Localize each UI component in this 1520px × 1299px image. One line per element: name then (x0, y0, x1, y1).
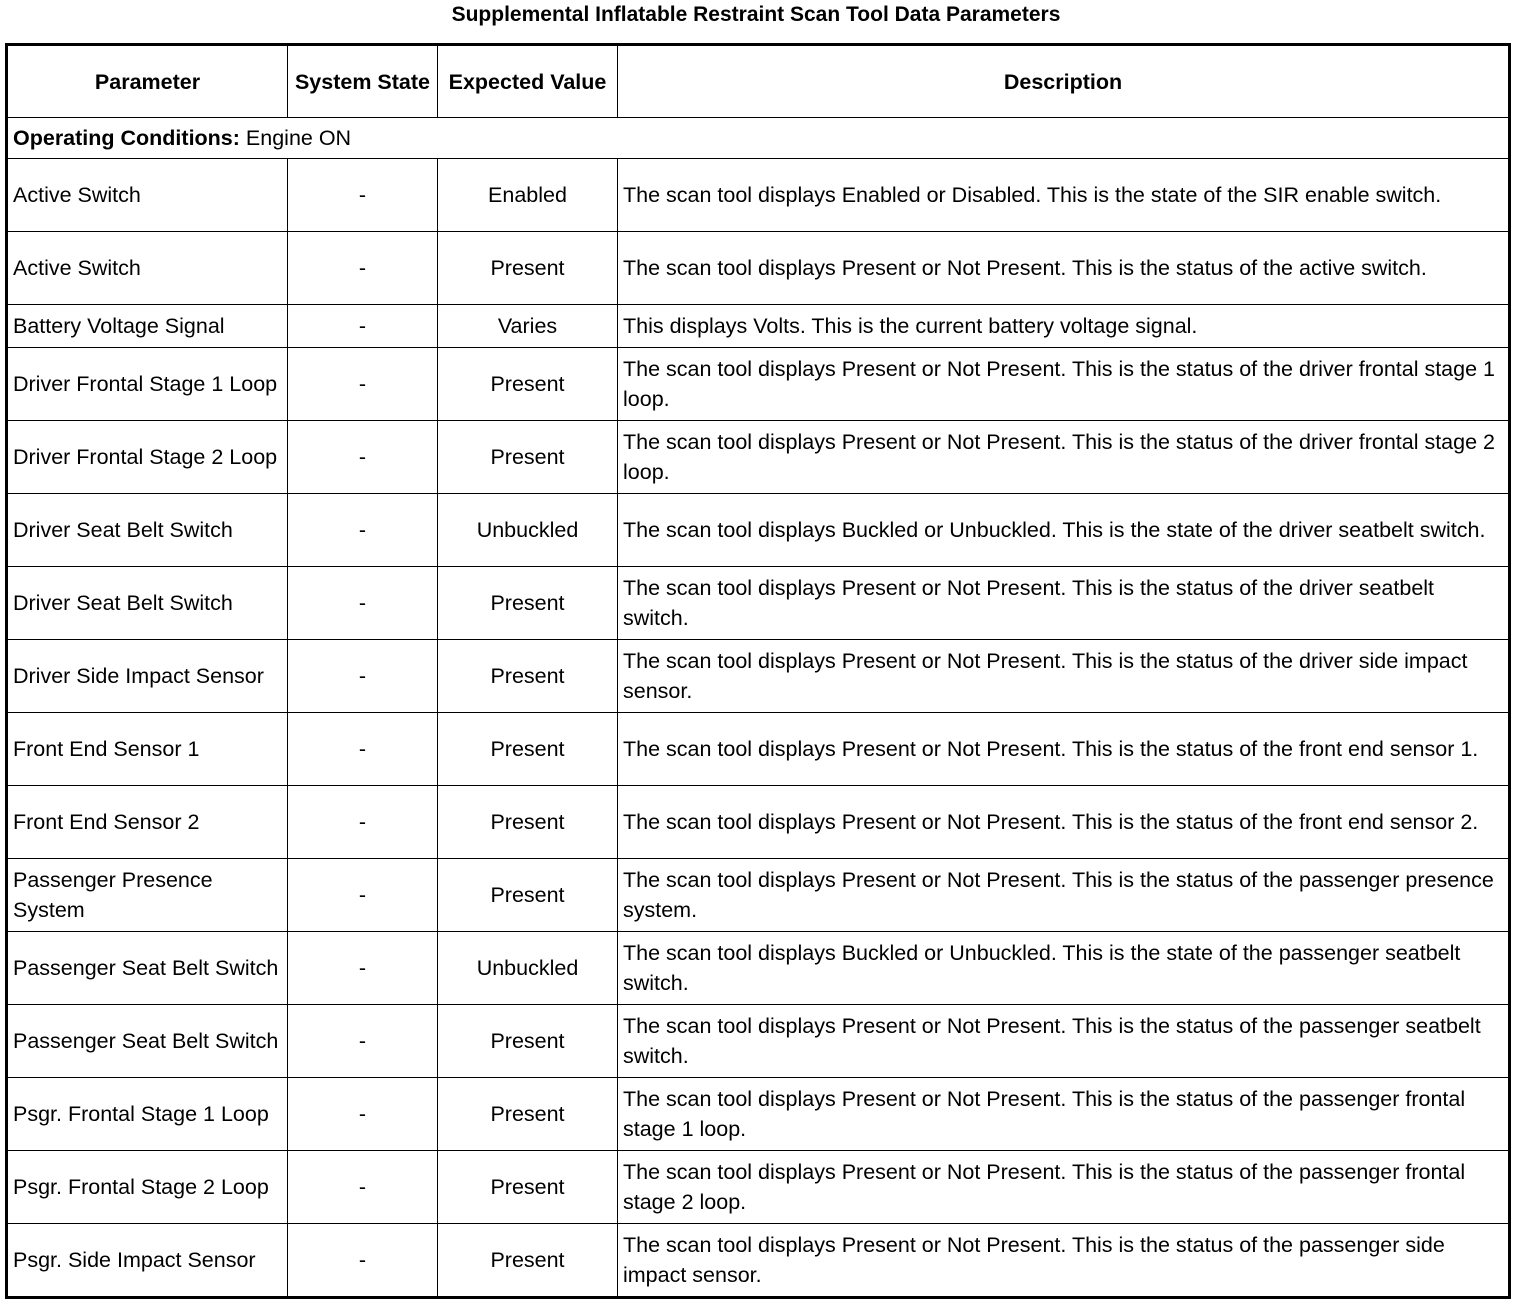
table-row (7, 1224, 1510, 1298)
parameter-cell: Passenger Seat Belt Switch (7, 932, 288, 1005)
operating-conditions-cell (7, 118, 1510, 159)
parameter-cell: Active Switch (7, 159, 288, 232)
description-cell: The scan tool displays Present or Not Present. This is the status of the passenger frontal stage 2 loop. (618, 1151, 1510, 1224)
expected-value-cell: Enabled (438, 159, 618, 232)
description-cell: The scan tool displays Buckled or Unbuckled. This is the state of the driver seatbelt switch. (618, 494, 1510, 567)
description-cell: The scan tool displays Present or Not Present. This is the status of the passenger frontal stage 1 loop. (618, 1078, 1510, 1151)
table-row (7, 232, 1510, 305)
table-row (7, 159, 1510, 232)
expected-value-cell: Present (438, 1224, 618, 1298)
description-cell: The scan tool displays Present or Not Present. This is the status of the passenger presence system. (618, 859, 1510, 932)
parameter-cell: Front End Sensor 1 (7, 713, 288, 786)
system-state-cell: - (288, 1005, 438, 1078)
system-state-cell: - (288, 348, 438, 421)
operating-conditions-label: Operating Conditions: (13, 126, 240, 150)
description-cell: The scan tool displays Present or Not Present. This is the status of the passenger side impact sensor. (618, 1224, 1510, 1298)
parameter-cell: Driver Seat Belt Switch (7, 567, 288, 640)
system-state-cell: - (288, 159, 438, 232)
description-cell: The scan tool displays Present or Not Present. This is the status of the driver side impact sensor. (618, 640, 1510, 713)
description-cell: The scan tool displays Present or Not Present. This is the status of the driver frontal stage 1 loop. (618, 348, 1510, 421)
expected-value-cell: Present (438, 1151, 618, 1224)
system-state-cell: - (288, 421, 438, 494)
system-state-cell: - (288, 1224, 438, 1298)
operating-conditions-row (7, 118, 1510, 159)
expected-value-cell: Unbuckled (438, 494, 618, 567)
description-cell: The scan tool displays Present or Not Present. This is the status of the driver frontal stage 2 loop. (618, 421, 1510, 494)
header-system-state: System State (288, 45, 438, 118)
expected-value-cell: Present (438, 1005, 618, 1078)
header-expected-value: Expected Value (438, 45, 618, 118)
parameter-cell: Battery Voltage Signal (7, 305, 288, 348)
parameter-cell: Driver Seat Belt Switch (7, 494, 288, 567)
table-row (7, 567, 1510, 640)
system-state-cell: - (288, 494, 438, 567)
table-row (7, 494, 1510, 567)
system-state-cell: - (288, 786, 438, 859)
system-state-cell: - (288, 713, 438, 786)
parameter-cell: Psgr. Frontal Stage 2 Loop (7, 1151, 288, 1224)
system-state-cell: - (288, 305, 438, 348)
system-state-cell: - (288, 1151, 438, 1224)
parameter-cell: Front End Sensor 2 (7, 786, 288, 859)
expected-value-cell: Present (438, 713, 618, 786)
table-row (7, 713, 1510, 786)
table-row (7, 1151, 1510, 1224)
expected-value-cell: Present (438, 348, 618, 421)
table-title: Supplemental Inflatable Restraint Scan Tool Data Parameters (451, 3, 1061, 26)
parameter-cell: Passenger Presence System (7, 859, 288, 932)
parameter-cell: Driver Frontal Stage 1 Loop (7, 348, 288, 421)
description-cell: This displays Volts. This is the current battery voltage signal. (618, 305, 1510, 348)
table-row (7, 1005, 1510, 1078)
description-cell: The scan tool displays Present or Not Present. This is the status of the front end sensor 2. (618, 786, 1510, 859)
table-row (7, 348, 1510, 421)
parameter-cell: Active Switch (7, 232, 288, 305)
description-cell: The scan tool displays Present or Not Present. This is the status of the active switch. (618, 232, 1510, 305)
system-state-cell: - (288, 640, 438, 713)
system-state-cell: - (288, 1078, 438, 1151)
expected-value-cell: Present (438, 232, 618, 305)
table-row (7, 1078, 1510, 1151)
parameter-cell: Psgr. Frontal Stage 1 Loop (7, 1078, 288, 1151)
system-state-cell: - (288, 567, 438, 640)
table-row (7, 932, 1510, 1005)
expected-value-cell: Present (438, 859, 618, 932)
system-state-cell: - (288, 859, 438, 932)
description-cell: The scan tool displays Buckled or Unbuckled. This is the state of the passenger seatbelt switch. (618, 932, 1510, 1005)
description-cell: The scan tool displays Enabled or Disabled. This is the state of the SIR enable switch. (618, 159, 1510, 232)
parameter-cell: Psgr. Side Impact Sensor (7, 1224, 288, 1298)
parameter-cell: Driver Frontal Stage 2 Loop (7, 421, 288, 494)
header-parameter: Parameter (7, 45, 288, 118)
description-cell: The scan tool displays Present or Not Present. This is the status of the passenger seatbelt switch. (618, 1005, 1510, 1078)
table-row (7, 305, 1510, 348)
expected-value-cell: Present (438, 786, 618, 859)
table-row (7, 640, 1510, 713)
parameter-cell: Passenger Seat Belt Switch (7, 1005, 288, 1078)
table-row (7, 786, 1510, 859)
expected-value-cell: Present (438, 640, 618, 713)
description-cell: The scan tool displays Present or Not Present. This is the status of the driver seatbelt switch. (618, 567, 1510, 640)
operating-conditions-value: Engine ON (239, 126, 352, 150)
parameter-cell: Driver Side Impact Sensor (7, 640, 288, 713)
expected-value-cell: Varies (438, 305, 618, 348)
system-state-cell: - (288, 932, 438, 1005)
header-description: Description (618, 45, 1510, 118)
expected-value-cell: Unbuckled (438, 932, 618, 1005)
scan-tool-data-table (5, 43, 1511, 1299)
expected-value-cell: Present (438, 567, 618, 640)
table-row (7, 421, 1510, 494)
system-state-cell: - (288, 232, 438, 305)
expected-value-cell: Present (438, 1078, 618, 1151)
header-row (7, 45, 1510, 118)
table-row (7, 859, 1510, 932)
expected-value-cell: Present (438, 421, 618, 494)
description-cell: The scan tool displays Present or Not Present. This is the status of the front end sensor 1. (618, 713, 1510, 786)
